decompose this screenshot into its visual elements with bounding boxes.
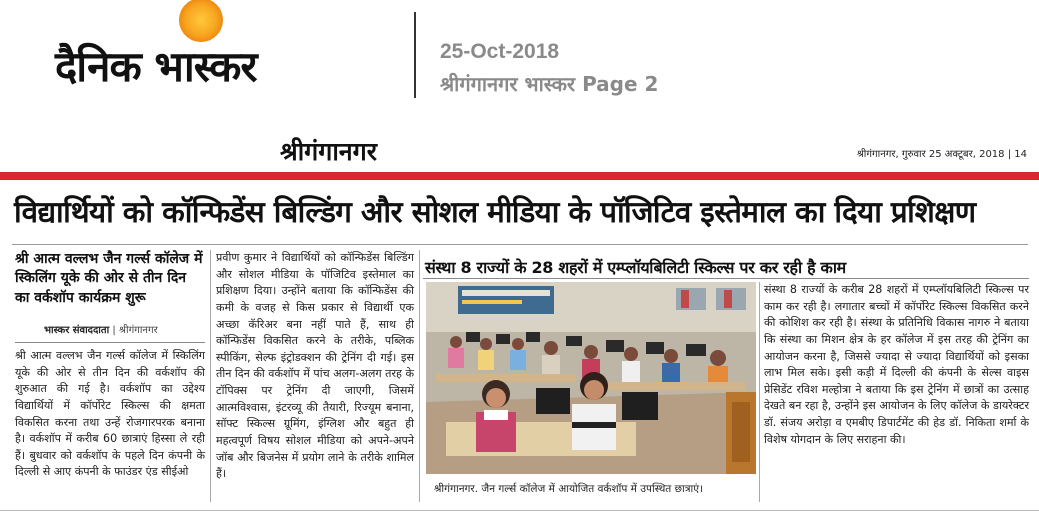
- column-divider: [419, 250, 420, 502]
- byline-rule: [15, 342, 205, 343]
- photo-illustration: [426, 282, 756, 474]
- subheadline-rule: [423, 278, 1029, 279]
- column-divider: [759, 282, 760, 502]
- photo-caption: श्रीगंगानगर. जैन गर्ल्स कॉलेज में आयोजित वर्कशॉप में उपस्थित छात्राएं।: [434, 483, 703, 495]
- article-column-1: श्री आत्म वल्लभ जैन गर्ल्स कॉलेज में स्किलिंग यूके की ओर से तीन दिन की वर्कशॉप की शुरुआत की गई है। वर्कशॉप का उद्देश्य विद्यार्थियों में कॉर्पोरेट स्किल्स की क्षमता विकसित करना तथा उन्हें रोजगारपरक बनाना है। वर्कशॉप में करीब 60 छात्राएं हिस्सा ले रही हैं। बुधवार को वर्कशॉप के पहले दिन कंपनी के दिल्ली से आए कंपनी के फाउंडर एंड सीईओ: [15, 349, 205, 479]
- article-headline: विद्यार्थियों को कॉन्फिडेंस बिल्डिंग और सोशल मीडिया के पॉजिटिव इस्तेमाल का दिया प्रशिक्षण: [14, 195, 976, 229]
- classroom-photo: [426, 282, 756, 474]
- publication-logo: दैनिक भास्कर: [55, 42, 257, 91]
- column-divider: [210, 250, 211, 502]
- byline-agency: भास्कर संवाददाता: [44, 325, 110, 336]
- article-column-2: प्रवीण कुमार ने विद्यार्थियों को कॉन्फिडेंस बिल्डिंग और सोशल मीडिया के पॉजिटिव इस्तेमाल का प्रशिक्षण दिया। उन्होंने बताया कि कॉन्फिडेंस की कमी के वजह से किस प्रकार से विद्यार्थी एक अच्छा कॅरिअर बना नहीं पाते हैं, साथ ही कॉन्फिडेंस विकसित करने के तरीके, पब्लिक स्पीकिंग, सेल्फ इंट्रोडक्शन की ट्रेनिंग दी गई। इस तीन दिन की वर्कशॉप में पांच अलग-अलग तरह के टॉपिक्स पर ट्रेनिंग दी जाएगी, जिसमें आत्मविश्वास, इंटरव्यू की तैयारी, रिज्यूम बनाना, सॉफ्ट स्किल्स ग्रूमिंग, इंग्लिश और बहुत ही महत्वपूर्ण विषय सोशल मीडिया को अपने-अपने जॉब और बिजनेस में प्रयोग लाने के तरीके शामिल हैं।: [216, 251, 414, 481]
- headline-rule: [12, 244, 1028, 245]
- sun-logo-icon: [175, 0, 227, 46]
- red-rule: [0, 172, 1039, 180]
- header-divider: [414, 12, 416, 98]
- article-subheadline: संस्था 8 राज्यों के 28 शहरों में एम्प्लॉयबिलिटी स्किल्स पर कर रही है काम: [425, 258, 846, 277]
- article-subhead: श्री आत्म वल्लभ जैन गर्ल्स कॉलेज में स्किलिंग यूके की ओर से तीन दिन का वर्कशॉप कार्यक्रम शुरू: [15, 251, 203, 306]
- page-bottom-rule: [0, 510, 1039, 511]
- byline-place: | श्रीगंगानगर: [112, 325, 158, 336]
- section-name: श्रीगंगानगर: [280, 137, 377, 166]
- publication-date: 25-Oct-2018: [440, 40, 560, 63]
- page-dateline: श्रीगंगानगर, गुरुवार 25 अक्टूबर, 2018 | 14: [856, 149, 1027, 160]
- article-column-3: संस्था 8 राज्यों के करीब 28 शहरों में एम्प्लॉयबिलिटी स्किल्स पर काम कर रही है। लगातार बच्चों में कॉर्पोरेट स्किल्स विकसित करने की कोशिश कर रही है। संस्था के प्रतिनिधि विकास नागरु ने बताया कि संस्था का मिशन क्षेत्र के हर कॉलेज में इस तरह की ट्रेनिंग का आयोजन करना है, जिससे ज्यादा से ज्यादा विद्यार्थियों को इसका लाभ मिल सके। इसी कड़ी में दिल्ली की कंपनी के सेल्स वाइस प्रेसिडेंट रविश मल्होत्रा ने बताया कि इस ट्रेनिंग में छात्रों का उत्साह देखते बन रहा है, उन्होंने इस आयोजन के लिए कॉलेज के डायरेक्टर डॉ. संजय अरोड़ा व एमबीए डिपार्टमेंट की हेड डॉ. निकिता शर्मा के विशेष योगदान के लिए सराहना की।: [764, 283, 1029, 446]
- edition-page: श्रीगंगानगर भास्कर Page 2: [440, 72, 659, 96]
- byline: [44, 322, 158, 336]
